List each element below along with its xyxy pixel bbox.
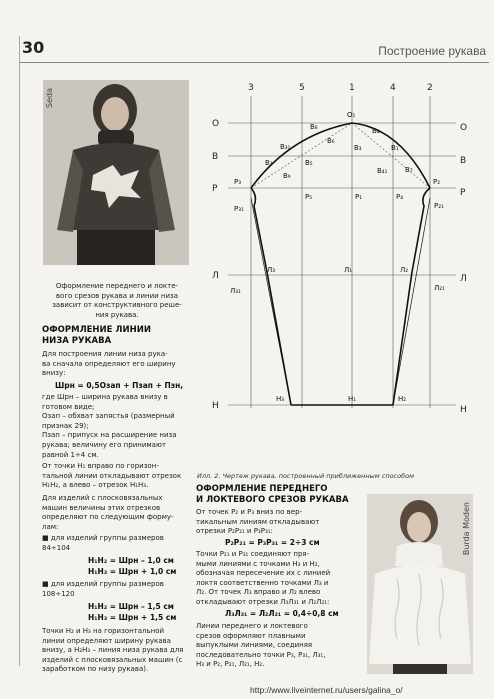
text-line: тальной линии откладывают отрезок: [42, 471, 182, 480]
text-line: Линии переднего и локтевого: [196, 622, 308, 630]
row-label-right-O: О: [460, 123, 468, 133]
point-L21: Л₂₁: [434, 284, 445, 292]
text-line: Н₃ и Р₂, Р₂₁, Л₂₁, Н₂.: [196, 660, 265, 669]
intro-line: вого срезов рукава и линии низа: [55, 291, 179, 300]
section1-para1: [42, 350, 192, 379]
point-B3: В₃: [354, 144, 362, 152]
text-line: мыми линиями с точками Н₃ и Н₂,: [196, 559, 320, 568]
figure-caption: Илл. 2. Чертеж рукава, построенный приближенным способом: [197, 472, 414, 480]
section2-heading: [196, 484, 349, 506]
diag-left: [251, 123, 352, 188]
row-label-right-H: Н: [460, 405, 467, 415]
text-line: равной 1÷4 см.: [42, 450, 99, 459]
formula-g2b: Н₁Н₃ = Шрн + 1,5 см: [88, 613, 177, 622]
guide-elbow: [393, 198, 430, 405]
point-B9: В₉: [283, 172, 291, 180]
text-line: заработком по низу рукава).: [42, 665, 149, 674]
page-number: 30: [22, 38, 45, 57]
point-L3: Л₃: [267, 266, 276, 274]
section1-heading-line: ОФОРМЛЕНИЕ ЛИНИИ: [42, 325, 151, 335]
point-B6: В₆: [327, 137, 335, 145]
text-line: Пзап – припуск на расширение низа: [42, 431, 177, 440]
point-B4: В₄: [372, 127, 380, 135]
section1-heading-line: НИЗА РУКАВА: [42, 336, 112, 346]
intro-line: зависит от конструктивного реше-: [52, 301, 182, 310]
text-line: лам:: [42, 522, 59, 531]
text-line: определяют по следующим форму-: [42, 513, 174, 522]
text-line: где Шрн – ширина рукава внизу в: [42, 393, 168, 401]
section2-heading-line: ОФОРМЛЕНИЕ ПЕРЕДНЕГО: [196, 484, 328, 494]
photo-sweater-illustration: [43, 80, 189, 265]
footer-url[interactable]: http://www.liveinternet.ru/users/galina_o/: [250, 685, 403, 695]
photo-white-sweater-illustration: [367, 494, 473, 674]
formula-g2a: Н₁Н₂ = Шрн – 1,5 см: [88, 602, 174, 611]
text-line: отрезки Р₂Р₂₁ и Р₃Р₃₁:: [196, 527, 273, 536]
intro-text: [42, 282, 192, 320]
point-P31: Р₃₁: [234, 205, 244, 213]
section2-para1: [196, 508, 364, 537]
section1-para5: [42, 627, 192, 675]
photo1-credit: Seda: [45, 88, 54, 108]
text-line: признак 29);: [42, 421, 89, 430]
text-line: готовом виде;: [42, 402, 95, 411]
text-line: внизу:: [42, 369, 66, 378]
text-line: ■ для изделий группы размеров: [42, 534, 164, 542]
text-line: От точки Н₁ вправо по горизон-: [42, 462, 159, 470]
point-P3: Р₃: [234, 178, 242, 186]
row-label-left-P: Р: [212, 184, 218, 194]
point-H2: Н₂: [398, 395, 407, 403]
formula-p2p21: Р₂Р₂₁ = Р₃Р₃₁ = 2÷3 см: [225, 538, 320, 547]
section1-heading: [42, 325, 151, 347]
point-B41: В₄₁: [377, 167, 388, 175]
text-line: 84÷104: [42, 543, 71, 552]
text-line: ва сначала определяют его ширину: [42, 359, 176, 368]
text-line: срезов оформляют плавными: [196, 631, 306, 640]
point-B5: В₅: [305, 159, 313, 167]
point-B2: В₂: [265, 159, 273, 167]
text-line: Точки Р₂₁ и Р₃₁ соединяют пря-: [196, 550, 310, 558]
row-label-right-L: Л: [460, 274, 467, 284]
text-line: рукава; величину его принимают: [42, 440, 166, 449]
intro-line: Оформление переднего и локте-: [55, 282, 179, 290]
text-line: тикальным линиям откладывают: [196, 517, 320, 526]
text-line: От точек Р₂ и Р₃ вниз по вер-: [196, 508, 303, 516]
text-line: 108÷120: [42, 589, 75, 598]
formula-g1b: Н₁Н₃ = Шрн + 1,0 см: [88, 567, 177, 576]
section2-heading-line: И ЛОКТЕВОГО СРЕЗОВ РУКАВА: [196, 495, 349, 505]
formula-g1a: Н₁Н₂ = Шрн – 1,0 см: [88, 556, 174, 565]
point-P21: Р₂₁: [434, 202, 444, 210]
text-line: обозначая пересечение их с линией: [196, 569, 331, 578]
photo-white-sweater-model: [367, 494, 473, 674]
text-line: Для построения линии низа рука-: [42, 350, 168, 358]
group1-label: [42, 534, 192, 553]
point-H1: Н₁: [348, 395, 357, 403]
section1-para4: [42, 494, 192, 532]
sleeve-cap-curve: [251, 123, 430, 188]
text-line: изделий с плосковязальных машин (с: [42, 655, 183, 664]
row-label-left-B: В: [212, 152, 219, 162]
row-label-left-H: Н: [212, 401, 219, 411]
point-B7: В₇: [405, 166, 413, 174]
point-L2: Л₂: [400, 266, 409, 274]
point-L31: Л₃₁: [230, 287, 241, 295]
text-line: локтя соответственно точками Л₃ и: [196, 578, 329, 587]
text-line: машин величины этих отрезков: [42, 503, 161, 512]
text-line: Точки Н₂ и Н₃ на горизонтальной: [42, 627, 165, 635]
text-line: Озап – обхват запястья (размерный: [42, 412, 175, 421]
point-H3: Н₃: [276, 395, 285, 403]
col-label-4: 4: [390, 83, 396, 93]
formula-l3l31: Л₃Л₃₁ = Л₂Л₂₁ = 0,4÷0,8 см: [225, 609, 339, 618]
col-label-2: 2: [427, 83, 433, 93]
point-P2: Р₂: [433, 178, 441, 186]
text-line: откладывают отрезки Л₃Л₃₁ и Л₂Л₂₁:: [196, 597, 330, 606]
sleeve-pattern-diagram: [195, 75, 494, 470]
group2-label: [42, 580, 192, 599]
point-B1: В₁: [391, 144, 399, 152]
section2-para3: [196, 622, 364, 670]
photo-sweater-model: [43, 80, 189, 265]
text-line: линии определяют ширину рукава: [42, 636, 171, 645]
text-line: Л₂. От точек Л₃ вправо и Л₂ влево: [196, 588, 321, 597]
row-label-right-B: В: [460, 156, 467, 166]
section1-para3: [42, 462, 192, 491]
text-line: выпуклыми линиями, соединяя: [196, 641, 313, 650]
text-line: Н₁Н₂, а влево – отрезок Н₁Н₃.: [42, 481, 149, 490]
point-P5: Р₅: [305, 193, 313, 201]
photo2-credit: Burda Moden: [462, 502, 471, 556]
point-P4: Р₄: [396, 193, 404, 201]
page-edge-line: [19, 36, 20, 666]
col-label-3: 3: [248, 83, 254, 93]
row-label-left-L: Л: [212, 271, 219, 281]
text-line: внизу, а Н₂Н₃ – линия низа рукава для: [42, 646, 184, 655]
section2-para2: [196, 550, 364, 608]
intro-line: ния рукава.: [95, 310, 139, 319]
formula-sleeve-width: Шрн = 0,5Озап + Пзап + Пзн,: [55, 381, 184, 390]
point-B8: В₈: [310, 123, 318, 131]
guide-front: [251, 198, 291, 405]
diag-right: [352, 123, 430, 188]
point-L1: Л₁: [344, 266, 353, 274]
row-label-left-O: О: [212, 119, 220, 129]
point-O1: О₁: [347, 111, 356, 119]
text-line: последовательно точки Р₃, Р₃₁, Л₃₁,: [196, 650, 326, 659]
section-title: Построение рукава: [378, 44, 486, 58]
point-B31: В₃₁: [280, 143, 291, 151]
col-label-5: 5: [299, 83, 305, 93]
text-line: Для изделий с плосковязальных: [42, 494, 163, 502]
section1-para2: [42, 393, 192, 460]
row-label-right-P: Р: [460, 188, 466, 198]
text-line: ■ для изделий группы размеров: [42, 580, 164, 588]
point-P1: Р₁: [355, 193, 363, 201]
col-label-1: 1: [349, 83, 355, 93]
